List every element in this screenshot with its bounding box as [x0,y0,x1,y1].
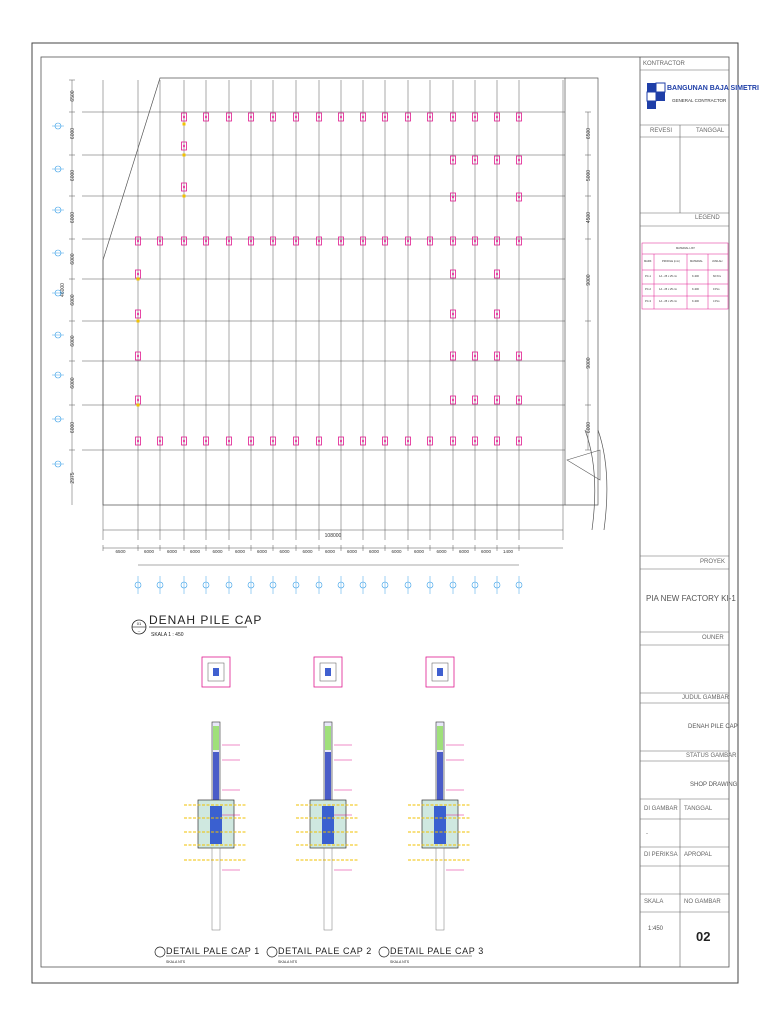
pile-cap-core-69 [452,355,454,357]
pile-cap-core-20 [250,240,252,242]
pile-cap-core-37 [183,440,185,442]
column-marker-6 [137,404,140,407]
pile-cap-core-29 [452,240,454,242]
dim-bottom-label-3: 6000 [166,549,178,554]
right-annex-outline [565,78,598,505]
pile-cap-core-65 [452,273,454,275]
diperiksa-label: DI PERIKSA [644,852,678,858]
pile-cap-core-74 [496,399,498,401]
legend-label: LEGEND [695,215,720,221]
pile-cap-core-34 [159,240,161,242]
pile-cap-core-61 [137,273,139,275]
detail-1-title: DETAIL PALE CAP 1 [166,946,260,956]
dim-bottom-label-9: 6000 [302,549,313,554]
detail-1-scale: SKALA NTS [166,960,186,964]
column-marker-4 [137,278,140,281]
dim-bottom-left-label: 2975 [70,472,76,484]
dim-right-label-6: 6000 [586,421,592,434]
pile-cap-core-62 [137,313,139,315]
proyek-label: PROYEK [700,559,726,565]
pile-cap-core-67 [496,273,498,275]
dim-bottom-label-7: 6000 [256,549,268,554]
judul-value: DENAH PILE CAP [688,724,738,730]
pile-cap-core-9 [362,116,364,118]
dim-right-label-2: 5000 [586,169,592,182]
dim-right-label-5: 9000 [586,357,592,369]
pile-cap-core-66 [452,313,454,315]
dim-bottom-label-10: 6000 [324,549,336,554]
pile-cap-core-33 [137,240,139,242]
pile-cap-core-17 [183,240,185,242]
material-list-title: MATERIAL LIST [676,247,695,250]
pile-cap-core-70 [452,399,454,401]
ramp-curve-2 [585,430,595,530]
column-marker-2 [183,154,186,157]
dim-bottom-label-15: 6000 [436,549,447,554]
pile-cap-core-25 [362,240,364,242]
material-row-1-qty: 60 Pcs [713,275,721,278]
pile-cap-core-59 [452,196,454,198]
pile-cap-core-13 [452,116,454,118]
dim-left-total: 46000 [60,283,66,297]
company-logo [647,83,665,109]
dim-right-label-3: 4500 [586,211,592,224]
detail-1-plan-column [213,668,219,676]
pile-cap-core-50 [474,440,476,442]
dim-bottom-label-11: 6000 [346,549,358,554]
skala-value: 1:450 [648,926,664,932]
pile-cap-core-43 [318,440,320,442]
pile-cap-core-22 [295,240,297,242]
detail-3-plan-column [437,668,443,676]
dim-bottom-label-1: 6500 [115,549,126,554]
pile-cap-core-7 [318,116,320,118]
material-row-3-mark: PC-3 [645,300,651,303]
pile-cap-core-42 [295,440,297,442]
dim-left-label-3: 6000 [70,169,76,182]
dim-bottom-total: 108000 [324,533,342,539]
dim-left-label-6: 6000 [70,294,76,306]
dim-right-label-4: 9000 [586,274,592,286]
pile-cap-core-56 [474,159,476,161]
detail-pile-cap-3 [379,657,484,964]
pile-cap-core-52 [518,440,520,442]
pile-cap-core-30 [474,240,476,242]
dim-bottom-label-6: 6000 [234,549,246,554]
plan-title-bubble-top: 01 [136,621,142,626]
dim-left-label-7: 6000 [70,335,76,347]
pile-cap-core-53 [183,145,185,147]
dim-right-label-1: 6500 [586,127,592,140]
owner-label: OUNER [702,635,724,641]
dim-bottom-label-8: 6000 [279,549,290,554]
pile-cap-core-64 [137,399,139,401]
pile-cap-core-14 [474,116,476,118]
detail-2-cap-rebar [322,806,334,844]
proyek-value: PIA NEW FACTORY KI-1 [646,594,736,603]
pile-cap-core-21 [272,240,274,242]
material-header-jumlah: JUMLAH [712,260,723,263]
dim-left-label-2: 6000 [70,127,76,140]
pile-cap-core-11 [407,116,409,118]
pile-cap-core-18 [205,240,207,242]
building-outline [103,78,565,505]
skala-label: SKALA [644,899,664,905]
pile-cap-core-51 [496,440,498,442]
contractor-label: KONTRACTOR [643,61,685,67]
plan-title: DENAH PILE CAP [149,613,263,627]
pile-cap-core-60 [518,196,520,198]
dim-left-label-8: 6000 [70,377,76,389]
material-row-2-profile: 1A - 25 x 25 cm [659,288,678,291]
column-marker-5 [137,320,140,323]
detail-2-title: DETAIL PALE CAP 2 [278,946,372,956]
pile-cap-core-49 [452,440,454,442]
status-value: SHOP DRAWING [690,782,738,788]
material-row-2-material: K-300 [692,288,699,291]
detail-3-column-green [437,726,443,750]
pile-cap-core-41 [272,440,274,442]
detail-2-plan-column [325,668,331,676]
material-header-mark: MARK [644,260,652,263]
nogambar-value: 02 [696,929,711,944]
revisi-label: REVESI [650,128,673,134]
digambar-value: - [646,831,648,837]
pile-cap-core-45 [362,440,364,442]
dim-bottom-label-12: 6000 [368,549,380,554]
pile-cap-core-57 [496,159,498,161]
dim-bottom-label-17: 6000 [480,549,492,554]
pile-cap-core-3 [228,116,230,118]
pile-cap-core-32 [518,240,520,242]
dim-bottom-label-16: 6000 [458,549,470,554]
judul-label: JUDUL GAMBAR [682,695,729,701]
pile-cap-core-31 [496,240,498,242]
material-row-2-mark: PC-2 [645,288,651,291]
material-row-2-qty: 9 Pcs [713,288,720,291]
detail-3-title: DETAIL PALE CAP 3 [390,946,484,956]
dim-left-label-9: 6000 [70,421,76,434]
pile-cap-core-6 [295,116,297,118]
pile-cap-core-46 [384,440,386,442]
pile-cap-core-10 [384,116,386,118]
title-block-lines [640,70,729,967]
pile-cap-core-47 [407,440,409,442]
pile-cap-core-76 [518,399,520,401]
pile-cap-core-68 [496,313,498,315]
detail-2-column-rebar [325,752,331,800]
nogambar-label: NO GAMBAR [684,899,721,905]
detail-2-column-green [325,726,331,750]
pile-cap-core-48 [429,440,431,442]
detail-pile-cap-1 [155,657,260,964]
material-row-3-qty: 4 Pcs [713,300,720,303]
material-header-profile: PROFILE (mm) [662,260,680,263]
detail-2-scale: SKALA NTS [278,960,298,964]
material-row-1-mark: PC-1 [645,275,651,278]
digambar-tanggal-label: TANGGAL [684,806,713,812]
dim-bottom-label-2: 6000 [143,549,155,554]
pile-cap-core-5 [272,116,274,118]
pile-cap-core-27 [407,240,409,242]
company-name: BANGUNAN BAJA SIMETRI [667,85,759,92]
column-marker-3 [183,195,186,198]
detail-3-scale: SKALA NTS [390,960,410,964]
pile-cap-core-16 [518,116,520,118]
pile-cap-core-38 [205,440,207,442]
detail-2-bubble [267,947,277,957]
ramp-arrow [567,450,600,480]
pile-cap-core-19 [228,240,230,242]
dim-bottom-label-5: 6000 [212,549,223,554]
column-marker-1 [183,123,186,126]
tanggal-label: TANGGAL [696,128,725,134]
pile-cap-core-2 [205,116,207,118]
ramp-curve-1 [598,430,607,530]
dim-bottom-label-4: 6000 [189,549,201,554]
material-row-1-material: K-300 [692,275,699,278]
detail-1-bubble [155,947,165,957]
detail-1-column-green [213,726,219,750]
pile-cap-core-54 [183,186,185,188]
pile-cap-core-72 [474,399,476,401]
dim-bottom-label-14: 6000 [413,549,425,554]
dim-bottom-label-18: 1400 [502,549,514,554]
pile-cap-core-63 [137,355,139,357]
pile-cap-core-4 [250,116,252,118]
material-row-3-profile: 1A - 25 x 25 cm [659,300,678,303]
detail-1-cap-rebar [210,806,222,844]
pile-cap-core-55 [452,159,454,161]
apropal-label: APROPAL [684,852,712,858]
pile-cap-core-8 [340,116,342,118]
plan-scale: SKALA 1 : 450 [151,632,184,638]
pile-cap-plan [52,78,607,638]
dim-left-label-1: 6500 [70,90,76,102]
material-header-material: MATERIAL [690,260,703,263]
dim-left-label-4: 6000 [70,211,76,224]
material-row-3-material: K-300 [692,300,699,303]
dim-bottom-label-13: 6000 [391,549,402,554]
pile-cap-core-39 [228,440,230,442]
pile-cap-core-73 [496,355,498,357]
pile-cap-core-58 [518,159,520,161]
detail-pile-cap-2 [267,657,372,964]
pile-cap-core-12 [429,116,431,118]
detail-3-cap-rebar [434,806,446,844]
pile-cap-core-71 [474,355,476,357]
pile-cap-core-23 [318,240,320,242]
dim-left-label-5: 6000 [70,253,76,265]
pile-cap-core-24 [340,240,342,242]
pile-cap-core-40 [250,440,252,442]
detail-3-column-rebar [437,752,443,800]
pile-cap-core-36 [159,440,161,442]
company-sub: GENERAL CONTRACTOR [672,98,727,103]
pile-cap-core-26 [384,240,386,242]
detail-3-bubble [379,947,389,957]
pile-cap-core-15 [496,116,498,118]
pile-cap-core-35 [137,440,139,442]
pile-cap-core-75 [518,355,520,357]
pile-cap-core-1 [183,116,185,118]
detail-1-column-rebar [213,752,219,800]
material-row-1-profile: 1A - 25 x 25 cm [659,275,678,278]
plan-title-bubble-bottom: -- [137,628,141,633]
pile-cap-core-44 [340,440,342,442]
pile-cap-core-28 [429,240,431,242]
status-label: STATUS GAMBAR [686,753,737,759]
digambar-label: DI GAMBAR [644,806,678,812]
pile-cap-details [155,657,484,964]
